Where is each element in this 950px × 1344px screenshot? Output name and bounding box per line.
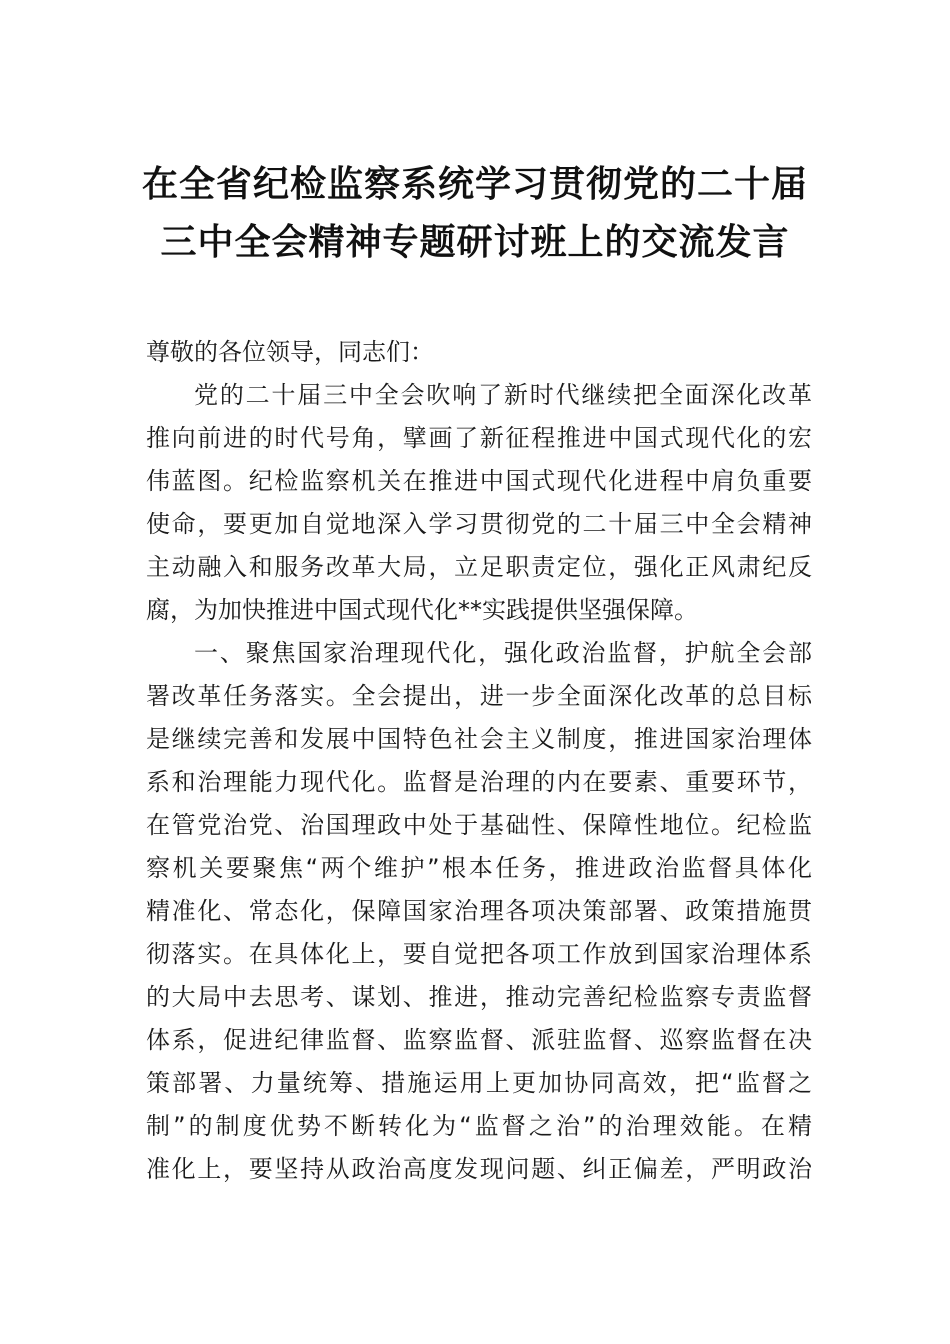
paragraph-2 bbox=[146, 632, 812, 1191]
title-line-1: 在全省纪检监察系统学习贯彻党的二十届 bbox=[141, 163, 808, 205]
title-line-2: 三中全会精神专题研讨班上的交流发言 bbox=[160, 221, 790, 263]
paragraph-line: 系和治理能力现代化。监督是治理的内在要素、重要环节， bbox=[146, 768, 812, 796]
paragraph-line: 的大局中去思考、谋划、推进，推动完善纪检监察专责监督 bbox=[146, 983, 812, 1011]
paragraph-line: 腐，为加快推进中国式现代化**实践提供坚强保障。 bbox=[146, 596, 698, 624]
salutation: 尊敬的各位领导，同志们： bbox=[146, 338, 434, 366]
paragraph-line: 在管党治党、治国理政中处于基础性、保障性地位。纪检监 bbox=[146, 811, 812, 839]
paragraph-line: 彻落实。在具体化上，要自觉把各项工作放到国家治理体系 bbox=[146, 940, 812, 968]
paragraph-line: 推向前进的时代号角，擘画了新征程推进中国式现代化的宏 bbox=[146, 424, 812, 452]
paragraph-line: 体系，促进纪律监督、监察监督、派驻监督、巡察监督在决 bbox=[146, 1026, 812, 1054]
paragraph-line: 使命，要更加自觉地深入学习贯彻党的二十届三中全会精神 bbox=[146, 510, 812, 538]
paragraph-line: 精准化、常态化，保障国家治理各项决策部署、政策措施贯 bbox=[146, 897, 812, 925]
paragraph-line: 伟蓝图。纪检监察机关在推进中国式现代化进程中肩负重要 bbox=[146, 467, 812, 495]
paragraph-line: 策部署、力量统筹、措施运用上更加协同高效，把“监督之 bbox=[146, 1069, 812, 1097]
document-title bbox=[100, 155, 850, 271]
paragraph-1 bbox=[146, 374, 812, 632]
paragraph-line: 准化上，要坚持从政治高度发现问题、纠正偏差，严明政治 bbox=[146, 1155, 812, 1183]
paragraph-line: 是继续完善和发展中国特色社会主义制度，推进国家治理体 bbox=[146, 725, 812, 753]
paragraph-line: 党的二十届三中全会吹响了新时代继续把全面深化改革 bbox=[194, 381, 812, 409]
document-body bbox=[146, 331, 812, 1191]
paragraph-line: 一、聚焦国家治理现代化，强化政治监督，护航全会部 bbox=[194, 639, 812, 667]
paragraph-line: 察机关要聚焦“两个维护”根本任务，推进政治监督具体化 bbox=[146, 854, 812, 882]
paragraph-line: 主动融入和服务改革大局，立足职责定位，强化正风肃纪反 bbox=[146, 553, 812, 581]
paragraph-line: 制”的制度优势不断转化为“监督之治”的治理效能。在精 bbox=[146, 1112, 812, 1140]
paragraph-line: 署改革任务落实。全会提出，进一步全面深化改革的总目标 bbox=[146, 682, 812, 710]
